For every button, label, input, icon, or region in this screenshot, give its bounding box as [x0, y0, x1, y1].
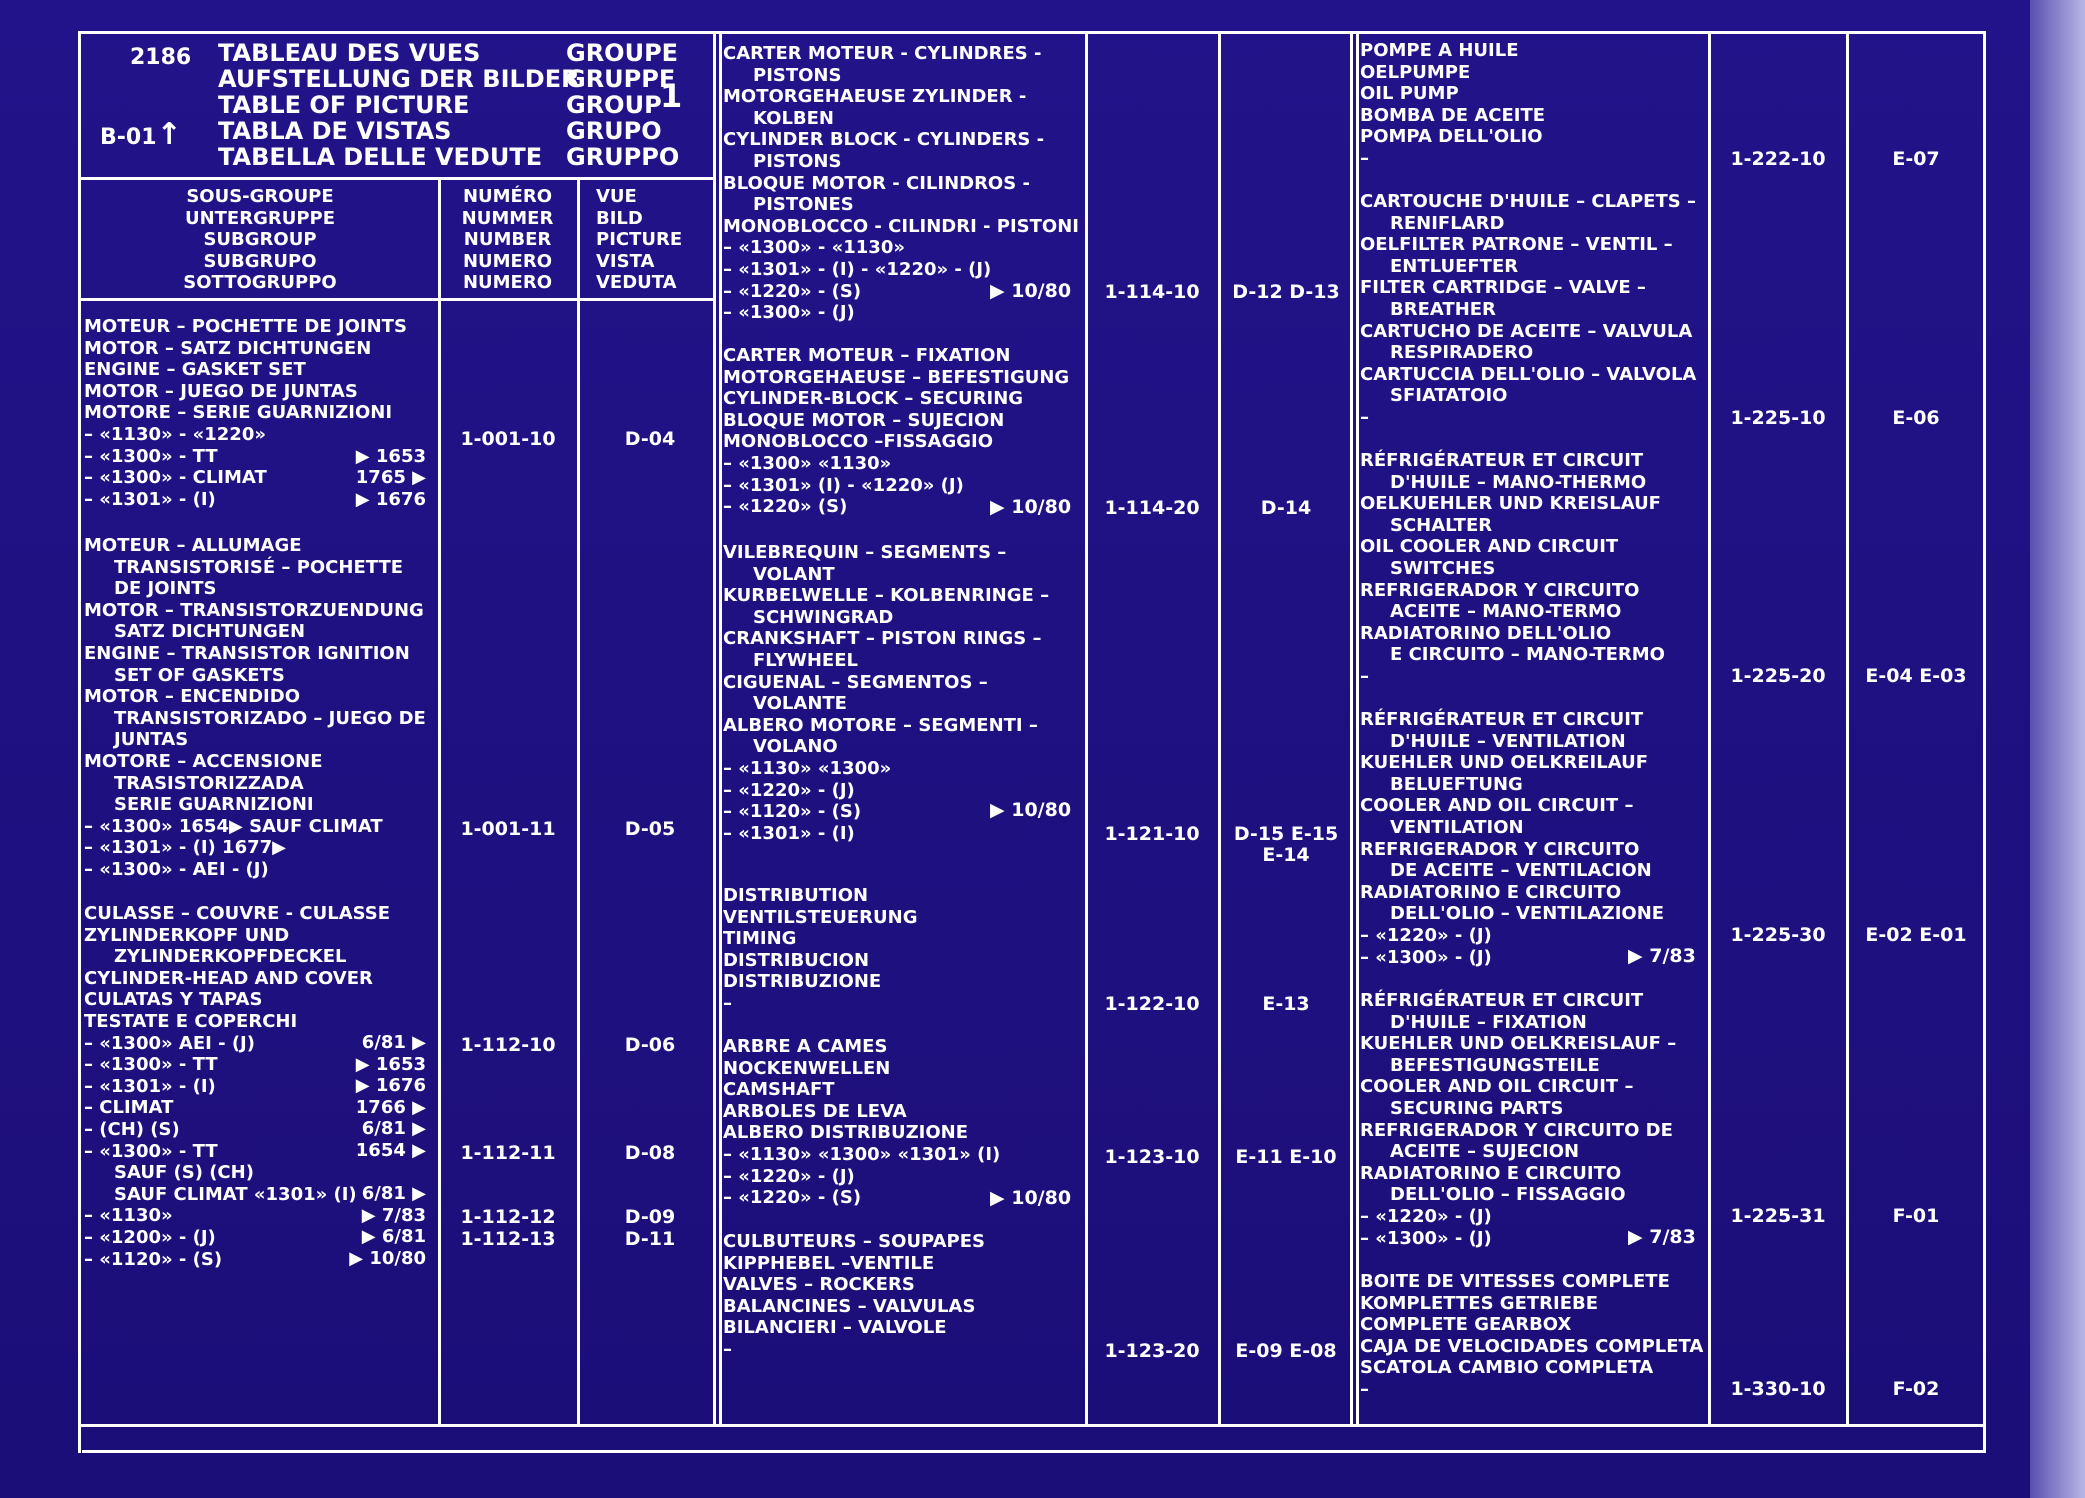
variant-code: ▶ 1653: [355, 445, 426, 467]
entry-line: SERIE GUARNIZIONI: [114, 794, 314, 816]
entry-line: SECURING PARTS: [1390, 1097, 1564, 1119]
part-number: 1-121-10: [1104, 823, 1200, 845]
entry-line: BLOQUE MOTOR – SUJECION: [723, 409, 1005, 431]
entry-line: ENGINE – TRANSISTOR IGNITION: [84, 642, 410, 664]
entry-line: –: [1360, 665, 1369, 687]
entry-line: MONOBLOCCO –FISSAGGIO: [723, 431, 994, 453]
header-title: TABELLA DELLE VEDUTE: [218, 143, 543, 171]
entry-line: POMPA DELL'OLIO: [1360, 126, 1543, 148]
variant-code: 6/81 ▶: [361, 1032, 426, 1053]
entry-line: KUEHLER UND OELKREILAUF: [1360, 752, 1649, 774]
colhead-number-line: NUMÉRO: [462, 186, 553, 207]
entry-line: DELL'OLIO – FISSAGGIO: [1390, 1184, 1626, 1206]
entry-line: RESPIRADERO: [1390, 342, 1534, 364]
entry-line: OELFILTER PATRONE – VENTIL –: [1360, 234, 1673, 256]
view-code: D-04: [624, 428, 676, 450]
entry-line: OELPUMPE: [1360, 61, 1471, 83]
entry-title: MOTEUR – ALLUMAGE: [84, 535, 302, 556]
entry-line: SCATOLA CAMBIO COMPLETA: [1360, 1357, 1654, 1379]
entry-title: CARTER MOTEUR - CYLINDRES -: [723, 43, 1042, 64]
colhead-number-line: NUMBER: [463, 229, 552, 250]
entry-title: POMPE A HUILE: [1360, 40, 1519, 61]
variant-code: ▶ 1653: [355, 1053, 426, 1075]
colhead-subgroup: [160, 186, 360, 294]
entry-title: BOITE DE VITESSES COMPLETE: [1360, 1271, 1670, 1292]
part-number: 1-123-10: [1104, 1146, 1200, 1168]
entry-line: OIL PUMP: [1360, 83, 1459, 105]
entry-title: DISTRIBUTION: [723, 885, 869, 906]
variant-code: [330, 424, 426, 446]
entry-line: ALBERO DISTRIBUZIONE: [723, 1122, 969, 1144]
view-code: D-12 D-13: [1232, 281, 1340, 303]
entry-line: ENGINE – GASKET SET: [84, 359, 306, 381]
entry-line: OIL COOLER AND CIRCUIT: [1360, 536, 1619, 558]
entry-oil-filter: [1360, 191, 1696, 429]
entry-line: REFRIGERADOR Y CIRCUITO: [1360, 579, 1640, 601]
entry-line: ZYLINDERKOPF UND: [84, 924, 290, 946]
group-word: GROUP: [566, 91, 662, 119]
variant-code: 1765 ▶: [355, 467, 426, 489]
view-code: D-06: [624, 1034, 676, 1056]
variant-line: – «1300» - AEI - (J): [84, 858, 269, 880]
variant-line: – «1301» - (I): [723, 822, 855, 844]
entry-line: OELKUEHLER UND KREISLAUF: [1360, 493, 1661, 515]
view-code: F-01: [1892, 1205, 1940, 1227]
entry-title: PISTONS: [753, 64, 842, 86]
entry-valves: [723, 1231, 985, 1361]
variant-line: – «1300» - TT: [84, 1054, 218, 1076]
variant-code: 1654 ▶: [355, 1139, 426, 1161]
view-code: D-08: [624, 1142, 676, 1164]
view-code: E-13: [1262, 993, 1310, 1015]
divider-mid-view: [1218, 31, 1221, 1425]
variant-code: ▶ 1676: [355, 488, 426, 510]
variant-line: – «1301» - (I) - «1220» - (J): [723, 258, 992, 280]
entry-line: SCHWINGRAD: [753, 606, 894, 628]
variant-line: – «1300» 1654▶ SAUF CLIMAT: [84, 815, 383, 837]
entry-line: REFRIGERADOR Y CIRCUITO DE: [1360, 1119, 1673, 1141]
colhead-view-line: VEDUTA: [596, 272, 677, 293]
entry-line: COOLER AND OIL CIRCUIT –: [1360, 1076, 1634, 1098]
entry-oil-pump: [1360, 40, 1545, 170]
entry-line: E CIRCUITO – MANO-TERMO: [1390, 644, 1665, 666]
header-title: TABLE OF PICTURE: [218, 91, 470, 119]
frame-right: [1983, 31, 1986, 1453]
colhead-number-line: NUMERO: [462, 272, 553, 293]
variant-codes: [320, 1032, 426, 1270]
colhead-number-line: NUMERO: [462, 250, 553, 272]
part-number: 1-225-31: [1730, 1205, 1826, 1227]
entry-title: RÉFRIGÉRATEUR ET CIRCUIT: [1360, 450, 1644, 471]
entry-line: KOLBEN: [753, 107, 834, 129]
entry-line: VOLANTE: [753, 693, 847, 715]
entry-line: PISTONS: [753, 150, 842, 172]
variant-line: – «1130» «1300» «1301» (I): [723, 1143, 1001, 1165]
part-number: 1-112-13: [460, 1228, 556, 1250]
variant-line: – «1301» - (I) 1677▶: [84, 837, 286, 859]
entry-line: MONOBLOCCO - CILINDRI - PISTONI: [723, 215, 1079, 237]
frame-top: [78, 31, 1986, 34]
view-code: E-07: [1892, 148, 1940, 170]
colhead-number: [445, 186, 570, 294]
colhead-view-line: VUE: [596, 186, 637, 207]
variant-line: SAUF (S) (CH): [114, 1162, 254, 1184]
date-ref: ▶ 10/80: [990, 496, 1072, 518]
variant-line: – «1301» - (I): [84, 1075, 216, 1097]
entry-line: VOLANO: [753, 736, 838, 758]
colhead-subgroup-line: SUBGROUP: [203, 229, 317, 250]
entry-line: COMPLETE GEARBOX: [1360, 1314, 1572, 1336]
entry-title: CARTOUCHE D'HUILE – CLAPETS –: [1360, 191, 1696, 212]
entry-title: ARBRE A CAMES: [723, 1036, 888, 1057]
variant-line: – «1300» - TT: [84, 445, 218, 467]
entry-title: TRANSISTORISÉ – POCHETTE: [114, 556, 404, 578]
entry-line: DE ACEITE – VENTILACION: [1390, 860, 1652, 882]
frame-bottom-2: [82, 1450, 1986, 1453]
colhead-view-line: PICTURE: [596, 229, 683, 250]
entry-line: VENTILATION: [1390, 816, 1524, 838]
entry-line: TRASISTORIZZADA: [114, 772, 304, 794]
entry-title: CULASSE – COUVRE - CULASSE: [84, 903, 391, 924]
variant-code: ▶ 7/83: [361, 1204, 426, 1226]
entry-line: MOTOR – ENCENDIDO: [84, 686, 300, 708]
entry-title: CARTER MOTEUR – FIXATION: [723, 345, 1011, 366]
variant-line: – «1220» - (J): [1360, 924, 1492, 946]
divider-left-view: [577, 177, 580, 1425]
divider-right-view: [1846, 31, 1849, 1425]
entry-line: BLOQUE MOTOR - CILINDROS -: [723, 172, 1030, 194]
entry-line: –: [723, 1338, 732, 1360]
header-title: AUFSTELLUNG DER BILDER: [218, 65, 580, 93]
variant-line: – «1220» - (J): [723, 1165, 855, 1187]
variant-line: – «1220» (S): [723, 496, 848, 518]
entry-oil-cooler-ventilation: [1360, 709, 1664, 968]
colhead-subgroup-line: UNTERGRUPPE: [184, 207, 336, 229]
entry-line: MOTOR – JUEGO DE JUNTAS: [84, 380, 358, 402]
variant-line: SAUF CLIMAT «1301» (I): [114, 1183, 357, 1205]
variant-line: – (CH) (S): [84, 1118, 180, 1140]
entry-line: ENTLUEFTER: [1390, 255, 1519, 277]
entry-line: BALANCINES – VALVULAS: [723, 1295, 976, 1317]
group-word: GRUPO: [566, 117, 662, 145]
entry-line: SWITCHES: [1390, 557, 1496, 579]
up-arrow-icon: ↑: [156, 117, 182, 152]
entry-line: KUEHLER UND OELKREISLAUF –: [1360, 1033, 1677, 1055]
entry-line: DISTRIBUZIONE: [723, 971, 882, 993]
view-code: D-05: [624, 818, 676, 840]
variant-line: – «1220» - (S): [723, 1187, 862, 1209]
variant-line: – «1301» (I) - «1220» (J): [723, 474, 964, 496]
entry-line: VALVES – ROCKERS: [723, 1274, 915, 1296]
date-ref: ▶ 7/83: [1628, 945, 1696, 967]
entry-line: REFRIGERADOR Y CIRCUITO: [1360, 838, 1640, 860]
part-number: 1-001-10: [460, 428, 556, 450]
entry-line: SFIATATOIO: [1390, 385, 1508, 407]
variant-code: 1766 ▶: [355, 1096, 426, 1118]
entry-line: –: [723, 992, 732, 1014]
entry-line: MOTOR – SATZ DICHTUNGEN: [84, 337, 372, 359]
entry-title: MOTEUR – POCHETTE DE JOINTS: [84, 316, 407, 337]
date-ref: ▶ 7/83: [1628, 1226, 1696, 1248]
part-number: 1-225-10: [1730, 407, 1826, 429]
entry-line: SCHALTER: [1390, 514, 1493, 536]
variant-line: – CLIMAT: [84, 1097, 174, 1119]
variant-line: – «1300» - (J): [1360, 1227, 1492, 1249]
view-code: D-09: [624, 1206, 676, 1228]
group-number: 1: [660, 77, 683, 115]
entry-line: SATZ DICHTUNGEN: [114, 621, 306, 643]
frame-left: [78, 31, 81, 1453]
entry-line: CYLINDER BLOCK - CYLINDERS -: [723, 129, 1045, 151]
variant-line: – «1300» «1130»: [723, 452, 892, 474]
variant-code: ▶ 10/80: [349, 1247, 426, 1269]
header-ref: [100, 117, 182, 152]
view-code: F-02: [1892, 1378, 1940, 1400]
entry-line: MOTORE – ACCENSIONE: [84, 750, 323, 772]
part-number: 1-123-20: [1104, 1340, 1200, 1362]
entry-line: KURBELWELLE – KOLBENRINGE –: [723, 585, 1050, 607]
entry-line: MOTORE – SERIE GUARNIZIONI: [84, 402, 393, 424]
header-ref-text: B-01: [100, 125, 157, 150]
entry-line: CIGUENAL – SEGMENTOS –: [723, 671, 988, 693]
part-number: 1-114-10: [1104, 281, 1200, 303]
colhead-number-line: NUMMER: [461, 207, 554, 229]
variant-line: – «1130» «1300»: [723, 757, 892, 779]
entry-line: BEFESTIGUNGSTEILE: [1390, 1054, 1600, 1076]
view-code: E-06: [1892, 407, 1940, 429]
header-divider: [78, 177, 713, 180]
variant-line: – «1300» - TT: [84, 1140, 218, 1162]
entry-line: ARBOLES DE LEVA: [723, 1100, 907, 1122]
variant-line: – «1200» - (J): [84, 1226, 216, 1248]
variant-line: – «1301» - (I): [84, 488, 216, 510]
frame-bottom-1: [78, 1424, 1986, 1427]
variant-line: – «1300» AEI - (J): [84, 1032, 255, 1054]
entry-line: ACEITE – MANO-TERMO: [1390, 601, 1622, 623]
entry-line: MOTORGEHAEUSE – BEFESTIGUNG: [723, 366, 1070, 388]
part-number: 1-112-11: [460, 1142, 556, 1164]
variant-line: – «1130» - «1220»: [84, 423, 266, 445]
card-edge: [2030, 0, 2085, 1498]
entry-title: VOLANT: [753, 563, 835, 585]
header-title: TABLA DE VISTAS: [218, 117, 452, 145]
variant-line: – «1220» - (J): [1360, 1205, 1492, 1227]
colhead-subgroup-line: SOUS-GROUPE: [186, 186, 334, 207]
part-number: 1-225-20: [1730, 665, 1826, 687]
date-ref: ▶ 10/80: [990, 280, 1072, 302]
entry-line: TIMING: [723, 928, 797, 950]
entry-line: BOMBA DE ACEITE: [1360, 104, 1546, 126]
entry-oil-cooler-securing: [1360, 990, 1676, 1249]
entry-line: CRANKSHAFT – PISTON RINGS –: [723, 628, 1042, 650]
entry-title: D'HUILE – FIXATION: [1390, 1011, 1587, 1033]
entry-line: ACEITE – SUJECION: [1390, 1141, 1580, 1163]
part-number: 1-001-11: [460, 818, 556, 840]
view-code: D-11: [624, 1228, 676, 1250]
entry-line: BREATHER: [1390, 298, 1496, 320]
entry-line: PISTONES: [753, 194, 854, 216]
entry-oil-cooler-switches: [1360, 450, 1665, 688]
colhead-divider: [78, 298, 713, 301]
variant-code: 6/81 ▶: [361, 1118, 426, 1140]
entry-distribution: [723, 885, 918, 1015]
entry-title: D'HUILE – VENTILATION: [1390, 730, 1626, 752]
entry-line: CULATAS Y TAPAS: [84, 989, 263, 1011]
part-number: 1-330-10: [1730, 1378, 1826, 1400]
header-code: 2186: [130, 45, 192, 70]
group-word: GRUPPE: [566, 65, 676, 93]
variant-codes: [330, 424, 426, 510]
part-number: 1-225-30: [1730, 924, 1826, 946]
divider-left-block: [713, 31, 716, 1425]
entry-line: COOLER AND OIL CIRCUIT –: [1360, 795, 1634, 817]
divider-left-block-2: [719, 31, 722, 1425]
entry-line: RADIATORINO DELL'OLIO: [1360, 622, 1612, 644]
variant-line: – «1300» - «1130»: [723, 237, 905, 259]
variant-line: – «1130»: [84, 1205, 173, 1227]
group-word: GROUPE: [566, 39, 679, 67]
entry-line: DISTRIBUCION: [723, 949, 870, 971]
entry-line: ALBERO MOTORE – SEGMENTI –: [723, 714, 1038, 736]
variant-line: – «1300» - CLIMAT: [84, 467, 267, 489]
colhead-view: [596, 186, 682, 294]
entry-title: CULBUTEURS – SOUPAPES: [723, 1231, 985, 1252]
entry-line: KIPPHEBEL –VENTILE: [723, 1252, 935, 1274]
entry-line: CARTUCCIA DELL'OLIO – VALVOLA: [1360, 363, 1697, 385]
divider-right-num: [1708, 31, 1711, 1425]
entry-line: NOCKENWELLEN: [723, 1057, 891, 1079]
entry-line: JUNTAS: [114, 729, 189, 751]
entry-line: CYLINDER-BLOCK – SECURING: [723, 388, 1024, 410]
entry-line: KOMPLETTES GETRIEBE: [1360, 1292, 1599, 1314]
variant-line: – «1220» - (S): [723, 280, 862, 302]
divider-left-num: [438, 177, 441, 1425]
variant-line: – «1220» - (J): [723, 779, 855, 801]
date-ref: ▶ 10/80: [990, 799, 1072, 821]
entry-line: RADIATORINO E CIRCUITO: [1360, 1162, 1622, 1184]
entry-ignition-gaskets: [84, 535, 426, 881]
entry-line: –: [1360, 406, 1369, 428]
divider-mid-block-2: [1356, 31, 1359, 1425]
divider-mid-num: [1085, 31, 1088, 1425]
entry-line: MOTORGEHAEUSE ZYLINDER -: [723, 86, 1027, 108]
view-code: E-04 E-03: [1865, 665, 1967, 687]
entry-title: VILEBREQUIN – SEGMENTS –: [723, 542, 1007, 563]
part-number: 1-122-10: [1104, 993, 1200, 1015]
part-number: 1-222-10: [1730, 148, 1826, 170]
part-number: 1-112-12: [460, 1206, 556, 1228]
entry-block-securing: [723, 345, 1072, 518]
entry-line: CAJA DE VELOCIDADES COMPLETA: [1360, 1335, 1704, 1357]
variant-code: ▶ 1676: [355, 1075, 426, 1097]
entry-line: TESTATE E COPERCHI: [84, 1010, 298, 1032]
entry-line: CAMSHAFT: [723, 1079, 835, 1101]
header-titles: [218, 40, 580, 170]
variant-code: 6/81 ▶: [361, 1183, 426, 1205]
view-code: D-14: [1260, 497, 1312, 519]
variant-code: [320, 1162, 426, 1184]
entry-title: RENIFLARD: [1390, 212, 1505, 234]
part-number: 1-114-20: [1104, 497, 1200, 519]
entry-title: D'HUILE – MANO-THERMO: [1390, 471, 1647, 493]
view-code: E-02 E-01: [1865, 924, 1967, 946]
entry-line: TRANSISTORIZADO – JUEGO DE: [114, 707, 426, 729]
colhead-subgroup-line: SUBGRUPO: [203, 250, 317, 272]
entry-line: FILTER CARTRIDGE – VALVE –: [1360, 277, 1646, 299]
entry-line: CYLINDER-HEAD AND COVER: [84, 967, 373, 989]
entry-line: –: [1360, 1378, 1369, 1400]
entry-line: –: [1360, 147, 1369, 169]
entry-line: DELL'OLIO – VENTILAZIONE: [1390, 903, 1665, 925]
entry-camshaft: [723, 1036, 1000, 1209]
colhead-view-line: BILD: [596, 207, 643, 229]
entry-line: BILANCIERI – VALVOLE: [723, 1317, 947, 1339]
colhead-view-line: VISTA: [596, 250, 655, 272]
entry-line: SET OF GASKETS: [114, 664, 285, 686]
entry-line: BELUEFTUNG: [1390, 773, 1523, 795]
entry-line: ZYLINDERKOPFDECKEL: [114, 946, 347, 968]
entry-title: RÉFRIGÉRATEUR ET CIRCUIT: [1360, 990, 1644, 1011]
variant-line: – «1120» - (S): [84, 1248, 223, 1270]
part-number: 1-112-10: [460, 1034, 556, 1056]
variant-line: – «1300» - (J): [1360, 946, 1492, 968]
date-ref: ▶ 10/80: [990, 1187, 1072, 1209]
group-word: GRUPPO: [566, 143, 680, 171]
variant-code: ▶ 6/81: [361, 1226, 426, 1248]
entry-line: VENTILSTEUERUNG: [723, 906, 918, 928]
colhead-subgroup-line: SOTTOGRUPPO: [183, 272, 337, 293]
view-code: E-11 E-10: [1235, 1146, 1337, 1168]
variant-line: – «1120» - (S): [723, 801, 862, 823]
header-title: TABLEAU DES VUES: [218, 39, 481, 67]
view-code: E-09 E-08: [1235, 1340, 1337, 1362]
variant-line: – «1300» - (J): [723, 302, 855, 324]
entry-title: DE JOINTS: [114, 578, 217, 600]
entry-line: CARTUCHO DE ACEITE – VALVULA: [1360, 320, 1693, 342]
entry-line: FLYWHEEL: [753, 649, 858, 671]
entry-line: MOTOR – TRANSISTORZUENDUNG: [84, 599, 424, 621]
divider-mid-block: [1350, 31, 1353, 1425]
view-code: D-15 E-15: [1233, 823, 1339, 845]
entry-line: RADIATORINO E CIRCUITO: [1360, 881, 1622, 903]
entry-title: RÉFRIGÉRATEUR ET CIRCUIT: [1360, 709, 1644, 730]
entry-gearbox: [1360, 1271, 1703, 1401]
view-code-2: E-14: [1262, 844, 1310, 866]
